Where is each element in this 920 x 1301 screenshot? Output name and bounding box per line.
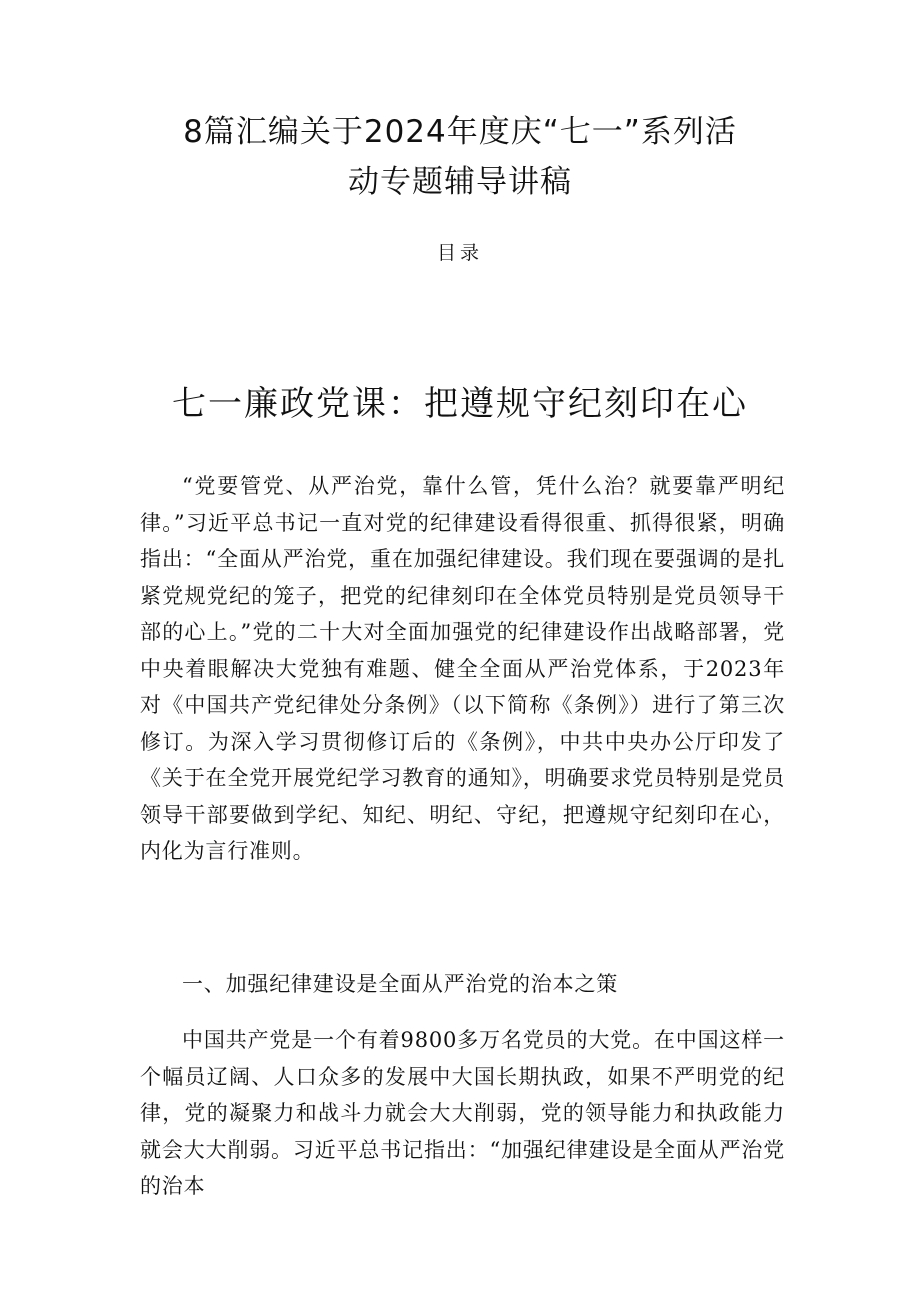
- body-paragraph-2: 中国共产党是一个有着9800多万名党员的大党。在中国这样一个幅员辽阔、人口众多的发展中大国长期执政，如果不严明党的纪律，党的凝聚力和战斗力就会大大削弱，党的领导能力和执政能力就会大大削弱。习近平总书记指出：“加强纪律建设是全面从严治党的治本: [140, 1028, 785, 1198]
- body-paragraph-1: “党要管党、从严治党，靠什么管，凭什么治？就要靠严明纪律。”习近平总书记一直对党的纪律建设看得很重、抓得很紧，明确指出：“全面从严治党，重在加强纪律建设。我们现在要强调的是扎紧党规党纪的笼子，把党的纪律刻印在全体党员特别是党员领导干部的心上。”党的二十大对全面加强党的纪律建设作出战略部署，党中央着眼解决大党独有难题、健全全面从严治党体系，于2023年对《中国共产党纪律处分条例》（以下简称《条例》）进行了第三次修订。为深入学习贯彻修订后的《条例》，中共中央办公厅印发了《关于在全党开展党纪学习教育的通知》，明确要求党员特别是党员领导干部要做到学纪、知纪、明纪、守纪，把遵规守纪刻印在心，内化为言行准则。: [140, 474, 785, 863]
- subsection-heading-1: 一、加强纪律建设是全面从严治党的治本之策: [182, 972, 618, 996]
- document-title-line-2: 动专题辅导讲稿: [348, 164, 572, 200]
- table-of-contents-label: 目录: [436, 242, 483, 264]
- document-title-line-1: 8篇汇编关于2024年度庆“七一”系列活: [183, 114, 737, 150]
- section-title: 七一廉政党课：把遵规守纪刻印在心: [172, 384, 748, 424]
